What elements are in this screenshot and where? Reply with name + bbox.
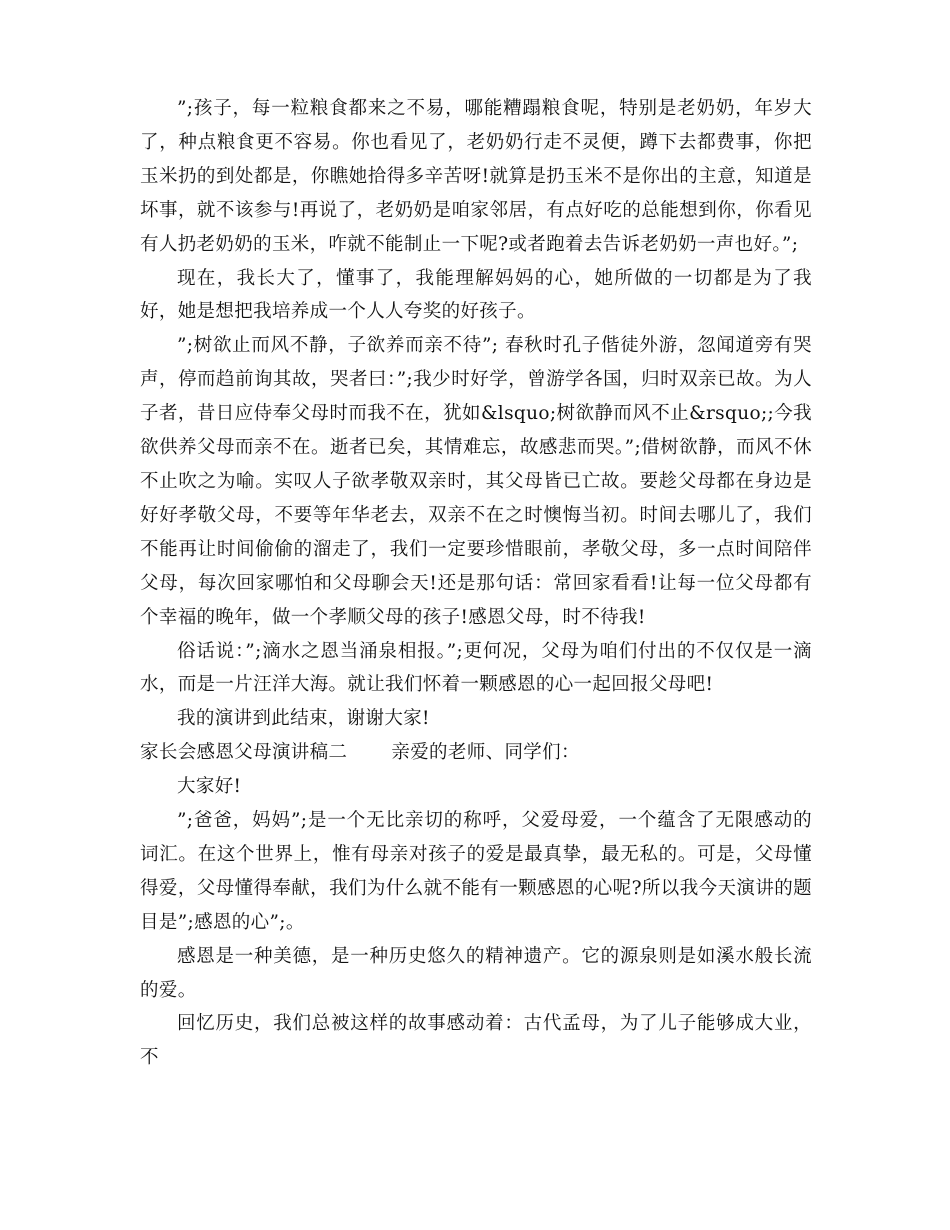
paragraph: ”;孩子，每一粒粮食都来之不易，哪能糟蹋粮食呢，特别是老奶奶，年岁大了，种点粮食更不容易。你也看见了，老奶奶行走不灵便，蹲下去都费事，你把玉米扔的到处都是，你瞧她拾得多辛苦呀!就算是扔玉米不是你出的主意，知道是坏事，就不该参与!再说了，老奶奶是咱家邻居，有点好吃的总能想到你，你看见有人扔老奶奶的玉米，咋就不能制止一下呢?或者跑着去告诉老奶奶一声也好。”; [140,98,812,255]
paragraph: ”;爸爸，妈妈”;是一个无比亲切的称呼，父爱母爱，一个蕴含了无限感动的词汇。在这个世界上，惟有母亲对孩子的爱是最真挚，最无私的。可是，父母懂得爱，父母懂得奉献，我们为什么就不能有一颗感恩的心呢?所以我今天演讲的题目是”;感恩的心”;。 [140,810,812,933]
paragraph: ”;树欲止而风不静，子欲养而亲不待”; 春秋时孔子偕徒外游，忽闻道旁有哭声，停而趋前询其故，哭者曰：”;我少时好学，曾游学各国，归时双亲已故。为人子者，昔日应侍奉父母时而我不在，犹如&lsquo;树欲静而风不止&rsquo;;今我欲供养父母而亲不在。逝者已矣，其情难忘，故感悲而哭。”;借树欲静，而风不休不止吹之为喻。实叹人子欲孝敬双亲时，其父母皆已亡故。要趁父母都在身边是好好孝敬父母，不要等年华老去，双亲不在之时懊悔当初。时间去哪儿了，我们不能再让时间偷偷的溜走了，我们一定要珍惜眼前，孝敬父母，多一点时间陪伴父母，每次回家哪怕和父母聊会天!还是那句话：常回家看看!让每一位父母都有个幸福的晚年，做一个孝顺父母的孩子!感恩父母，时不待我! [140,335,812,628]
paragraph: 感恩是一种美德，是一种历史悠久的精神遗产。它的源泉则是如溪水般长流的爱。 [140,945,812,1001]
section-title: 家长会感恩父母演讲稿二 [140,742,348,764]
paragraph: 现在，我长大了，懂事了，我能理解妈妈的心，她所做的一切都是为了我好，她是想把我培养成一个人人夸奖的好孩子。 [140,267,812,323]
paragraph: 大家好! [177,776,242,798]
document-body [140,92,812,1075]
paragraph: 俗话说：”;滴水之恩当涌泉相报。”;更何况，父母为咱们付出的不仅仅是一滴水，而是一片汪洋大海。就让我们怀着一颗感恩的心一起回报父母吧! [140,640,812,696]
paragraph: 我的演讲到此结束，谢谢大家! [177,708,430,730]
salutation: 亲爱的老师、同学们： [391,742,580,764]
paragraph: 回忆历史，我们总被这样的故事感动着：古代孟母，为了儿子能够成大业，不 [140,1013,812,1069]
section-heading [140,736,812,770]
